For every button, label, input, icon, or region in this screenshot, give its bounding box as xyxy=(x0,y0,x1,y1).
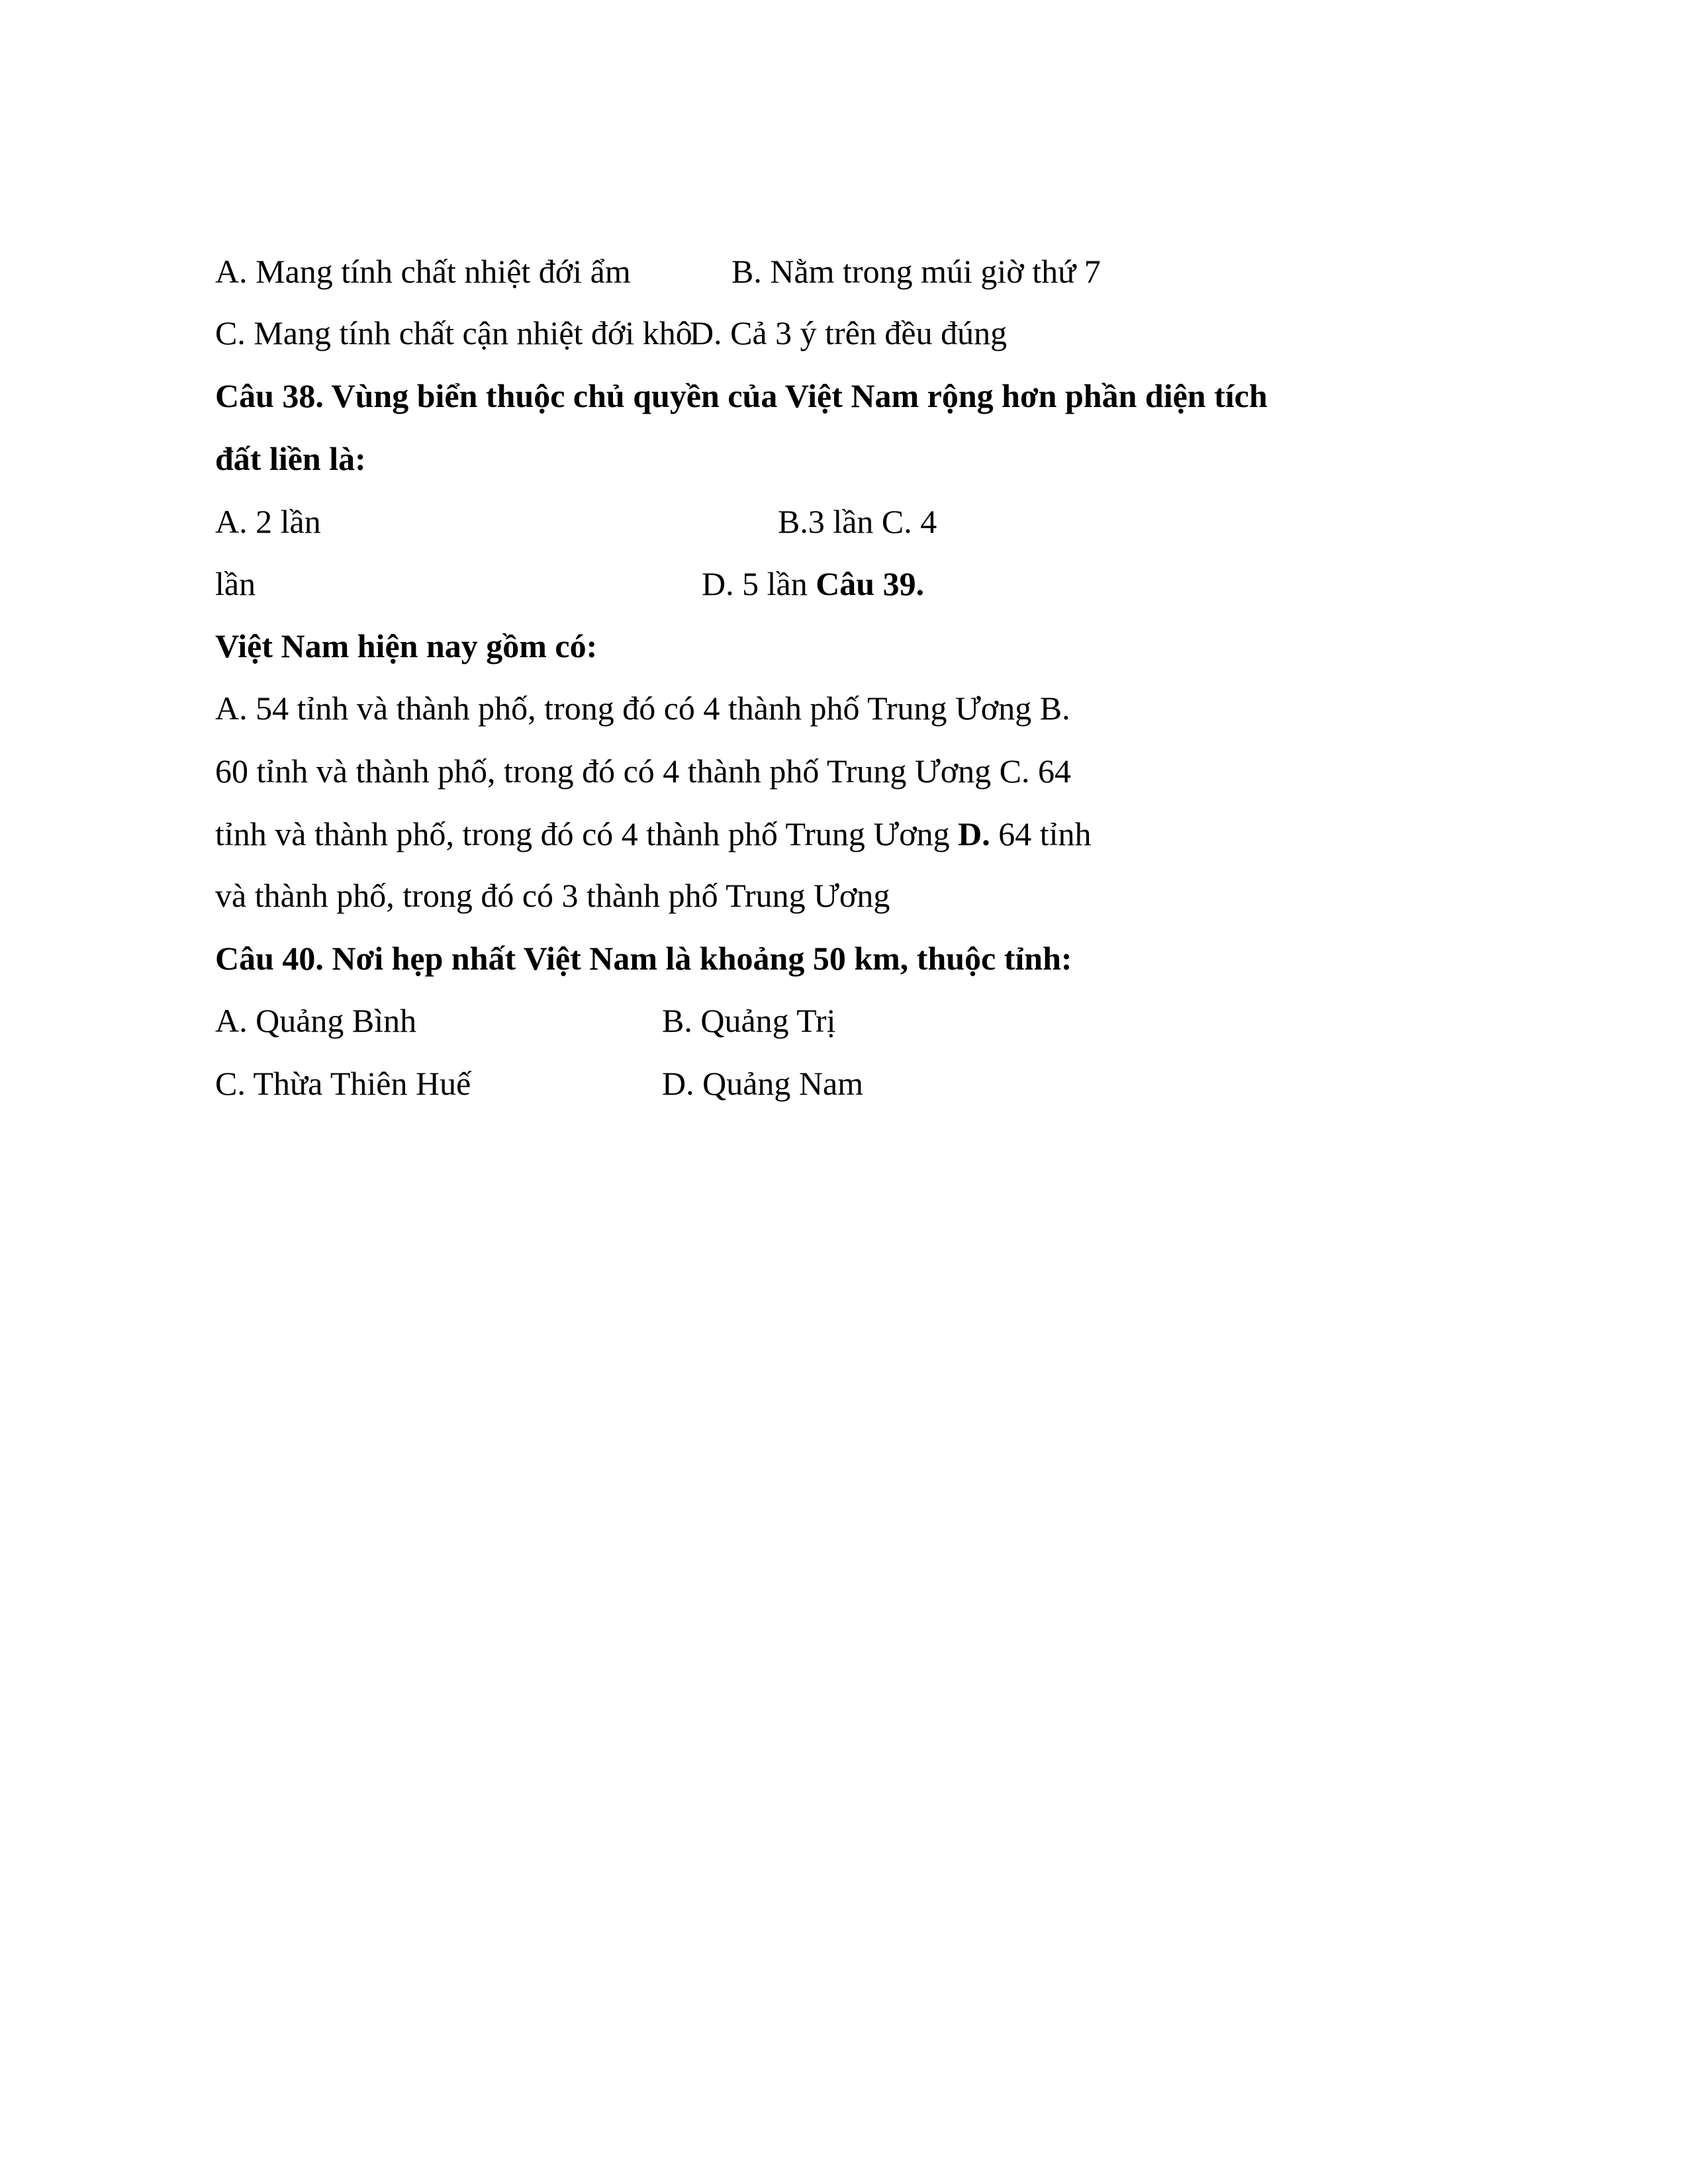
q39-text-line-2: 60 tỉnh và thành phố, trong đó có 4 thành phố Trung Ương C. 64 xyxy=(215,752,1071,790)
q38-option-c-continued: lần xyxy=(215,565,256,602)
q39-line-3-text: tỉnh và thành phố, trong đó có 4 thành phố Trung Ương xyxy=(215,815,950,852)
q40-option-d: D. Quảng Nam xyxy=(662,1065,864,1102)
q37-option-a: A. Mang tính chất nhiệt đới ẩm xyxy=(215,253,631,290)
q39-option-d-label: D. xyxy=(958,815,990,852)
q38-option-d: D. 5 lần xyxy=(702,565,808,602)
q39-line-3-tail: 64 tỉnh xyxy=(998,815,1092,852)
q37-option-d: D. Cả 3 ý trên đều đúng xyxy=(690,314,1008,351)
q38-option-b-c: B.3 lần C. 4 xyxy=(778,503,937,540)
q40-question: Câu 40. Nơi hẹp nhất Việt Nam là khoảng 50 km, thuộc tỉnh: xyxy=(215,940,1072,977)
q39-text-line-1: A. 54 tỉnh và thành phố, trong đó có 4 thành phố Trung Ương B. xyxy=(215,690,1070,727)
q38-question-line-2: đất liền là: xyxy=(215,440,366,477)
q40-option-c: C. Thừa Thiên Huế xyxy=(215,1065,471,1102)
q39-text-line-3 xyxy=(215,814,1092,854)
q38-option-a: A. 2 lần xyxy=(215,503,321,540)
q40-option-b: B. Quảng Trị xyxy=(662,1002,836,1039)
q37-option-b: B. Nằm trong múi giờ thứ 7 xyxy=(731,253,1101,290)
q39-label: Câu 39. xyxy=(816,565,925,602)
q38-option-d-with-q39-label xyxy=(702,564,924,604)
q37-option-c: C. Mang tính chất cận nhiệt đới khô xyxy=(215,314,692,351)
q39-text-line-4: và thành phố, trong đó có 3 thành phố Trung Ương xyxy=(215,877,890,914)
q40-option-a: A. Quảng Bình xyxy=(215,1002,417,1039)
q39-question: Việt Nam hiện nay gồm có: xyxy=(215,627,598,664)
q38-question-line-1: Câu 38. Vùng biển thuộc chủ quyền của Việt Nam rộng hơn phần diện tích xyxy=(215,377,1268,414)
